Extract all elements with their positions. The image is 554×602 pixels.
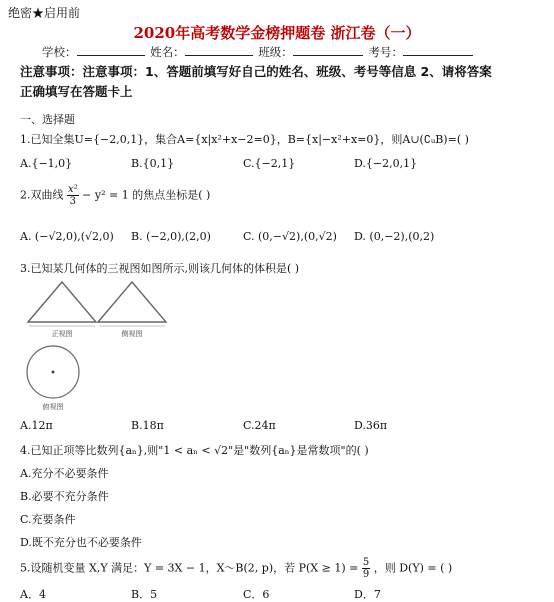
q4-option-b: B.必要不充分条件	[20, 490, 109, 503]
q4-option-a: A.充分不必要条件	[20, 467, 109, 480]
name-label: 姓名：	[150, 45, 185, 59]
q3-option-a: A.12π	[20, 419, 53, 432]
student-info-fields	[42, 44, 475, 60]
section-heading: 一、选择题	[20, 113, 75, 126]
class-label: 班级：	[258, 45, 293, 59]
question-3-stem: 3.已知某几何体的三视图如图所示,则该几何体的体积是( )	[20, 262, 300, 275]
q3-option-d: D.36π	[354, 419, 388, 432]
three-view-figure	[20, 276, 170, 416]
q2-stem-post: − y² = 1 的焦点坐标是( )	[82, 188, 211, 202]
q2-fraction	[67, 184, 79, 207]
q2-option-d: D. (0,−2),(0,2)	[354, 230, 435, 243]
question-5-stem	[20, 557, 452, 580]
q2-option-c: C. (0,−√2),(0,√2)	[243, 230, 337, 243]
q2-option-b: B. (−2,0),(2,0)	[131, 230, 211, 243]
caption-side-view: 侧视图	[121, 330, 143, 338]
q2-frac-den: 3	[69, 196, 77, 207]
q2-frac-num: x²	[68, 184, 78, 195]
q4-option-c: C.充要条件	[20, 513, 76, 526]
name-blank[interactable]	[185, 45, 253, 56]
q1-option-a: A.{−1,0}	[20, 157, 73, 170]
q5-option-b: B．5	[131, 588, 158, 601]
question-4-stem: 4.已知正项等比数列{aₙ},则"1 < aₙ < √2"是"数列{aₙ}是常数项"的( )	[20, 444, 369, 457]
q1-option-c: C.{−2,1}	[243, 157, 296, 170]
q5-frac-den: 9	[362, 569, 370, 580]
caption-front-view: 正视图	[51, 330, 73, 338]
q4-option-d: D.既不充分也不必要条件	[20, 536, 142, 549]
q1-option-d: D.{−2,0,1}	[354, 157, 418, 170]
question-1-stem: 1.已知全集U={−2,0,1}，集合A={x|x²+x−2=0}，B={x|−x²+x=0}，则A∪(∁ᵤB)=( )	[20, 133, 469, 146]
class-blank[interactable]	[293, 45, 363, 56]
side-view-triangle	[98, 282, 166, 322]
q5-option-d: D．7	[354, 588, 381, 601]
school-blank[interactable]	[77, 45, 145, 56]
id-label: 考号：	[368, 45, 403, 59]
notice-line-1: 注意事项：注意事项：1、答题前填写好自己的姓名、班级、考号等信息 2、请将答案	[20, 64, 492, 79]
notice-line-2: 正确填写在答题卡上	[20, 84, 133, 99]
q3-option-b: B.18π	[131, 419, 164, 432]
q5-stem-post: ，则 D(Y) = ( )	[373, 561, 453, 575]
secret-label: 绝密★启用前	[8, 6, 81, 20]
q5-option-a: A．4	[20, 588, 46, 601]
school-label: 学校：	[42, 45, 77, 59]
caption-top-view: 俯视图	[42, 403, 64, 411]
q2-stem-pre: 2.双曲线	[20, 188, 64, 202]
q5-stem-pre: 5.设随机变量 X,Y 满足：Y = 3X − 1，X～B(2, p)，若 P(X ≥ 1) =	[20, 561, 359, 575]
q2-option-a: A. (−√2,0),(√2,0)	[20, 230, 114, 243]
question-2-stem	[20, 184, 210, 207]
q5-fraction	[362, 557, 370, 580]
top-view-center-dot	[52, 371, 55, 374]
q5-frac-num: 5	[362, 557, 370, 568]
id-blank[interactable]	[403, 45, 473, 56]
q5-option-c: C．6	[243, 588, 270, 601]
q1-option-b: B.{0,1}	[131, 157, 175, 170]
exam-title: 2020年高考数学金榜押题卷 浙江卷（一）	[133, 24, 421, 42]
front-view-triangle	[28, 282, 96, 322]
q3-option-c: C.24π	[243, 419, 276, 432]
